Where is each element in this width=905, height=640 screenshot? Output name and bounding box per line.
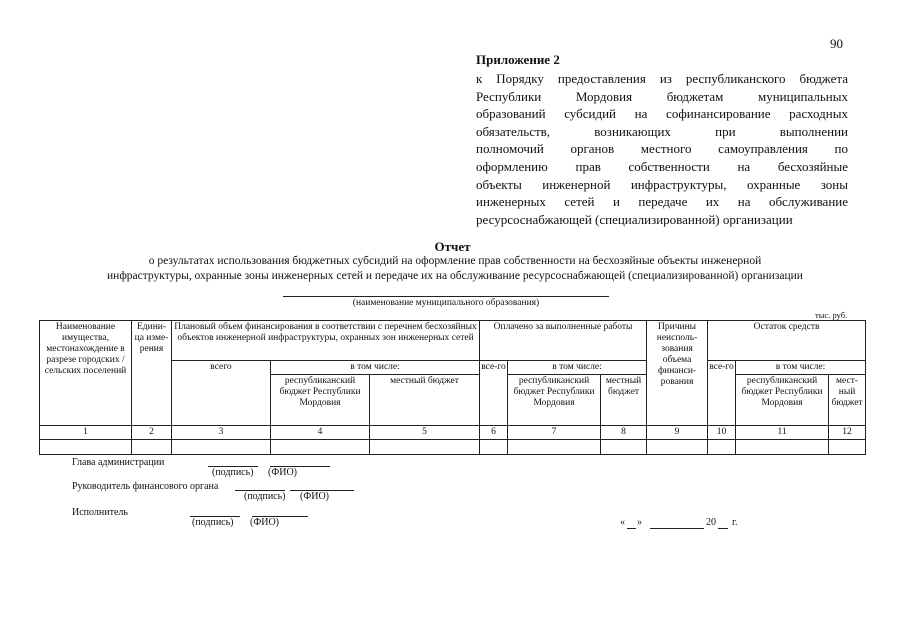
column-number: 5 — [370, 426, 480, 440]
head-label: Глава администрации — [72, 457, 165, 468]
appendix-line: объекты инженерной инфраструктуры, охранные зоны — [476, 176, 848, 192]
municipality-caption: (наименование муниципального образования) — [352, 298, 540, 308]
date-year-prefix: 20 — [706, 517, 716, 528]
column-number: 2 — [132, 426, 172, 440]
header-paid: Оплачено за выполненные работы — [480, 321, 647, 361]
table-cell[interactable] — [370, 440, 480, 455]
header-paid-local-budget: местный бюджет — [601, 375, 647, 426]
column-number: 12 — [829, 426, 866, 440]
units-label: тыс. руб. — [815, 310, 848, 320]
executor-sign-caption: (подпись) — [192, 517, 234, 528]
report-subtitle — [40, 254, 870, 284]
page-number: 90 — [830, 36, 843, 51]
column-number-row — [40, 426, 866, 440]
table-cell[interactable] — [708, 440, 736, 455]
column-number: 9 — [647, 426, 708, 440]
column-number: 10 — [708, 426, 736, 440]
header-planned-rep-budget: республиканский бюджет Республики Мордовия — [271, 375, 370, 426]
header-name: Наименование имущества, местонахождение в разрезе городских / сельских поселений — [40, 321, 132, 426]
appendix-line: к Порядку предоставления из республиканского бюджета — [476, 71, 848, 86]
date-open-quote: « — [620, 517, 625, 528]
column-number: 11 — [736, 426, 829, 440]
column-number: 8 — [601, 426, 647, 440]
appendix-text — [476, 70, 848, 228]
header-planned-total: всего — [172, 361, 271, 426]
finance-sign-caption: (подпись) — [244, 491, 286, 502]
table-cell[interactable] — [40, 440, 132, 455]
table-cell[interactable] — [172, 440, 271, 455]
table-cell[interactable] — [736, 440, 829, 455]
column-number: 7 — [508, 426, 601, 440]
table-cell[interactable] — [508, 440, 601, 455]
header-remainder: Остаток средств — [708, 321, 866, 361]
report-subtitle-line: о результатах использования бюджетных субсидий на оформление прав собственности на бесхозяйные объекты инженерной — [148, 255, 762, 267]
executor-label: Исполнитель — [72, 507, 128, 518]
header-planned: Плановый объем финансирования в соответствии с перечнем бесхозяйных объектов инженерной инфраструктуры, охранных зон инженерных сетей — [172, 321, 480, 361]
header-paid-rep-budget: республиканский бюджет Республики Мордовия — [508, 375, 601, 426]
table-cell[interactable] — [829, 440, 866, 455]
head-sign-caption: (подпись) — [212, 467, 254, 478]
header-remainder-total: все-го — [708, 361, 736, 426]
date-year-line[interactable] — [718, 528, 728, 529]
date-year-suffix: г. — [732, 517, 738, 528]
appendix-line: обязательств, возникающих при выполнении — [476, 123, 848, 139]
table-cell[interactable] — [601, 440, 647, 455]
date-field — [620, 517, 750, 531]
header-remainder-local-budget: мест-ный бюджет — [829, 375, 866, 426]
header-remainder-including: в том числе: — [736, 361, 866, 375]
appendix-line: оформлению прав собственности на бесхозяйные — [476, 158, 848, 174]
appendix-line: инженерных сетей и передаче их на обслуживание — [476, 194, 848, 210]
header-paid-including: в том числе: — [508, 361, 647, 375]
column-number: 4 — [271, 426, 370, 440]
appendix-title: Приложение 2 — [476, 52, 560, 67]
table-cell[interactable] — [271, 440, 370, 455]
column-number: 1 — [40, 426, 132, 440]
executor-fio-caption: (ФИО) — [250, 517, 280, 528]
header-planned-including: в том числе: — [271, 361, 480, 375]
header-paid-total: все-го — [480, 361, 508, 426]
table-cell[interactable] — [647, 440, 708, 455]
date-day-line[interactable] — [627, 528, 636, 529]
table-row — [40, 440, 866, 455]
table-cell[interactable] — [480, 440, 508, 455]
finance-fio-caption: (ФИО) — [300, 491, 330, 502]
appendix-line: образований субсидий на софинансирование расходных — [476, 106, 848, 122]
head-fio-caption: (ФИО) — [268, 467, 298, 478]
header-unit: Едини-ца изме-рения — [132, 321, 172, 426]
header-reasons: Причины неисполь-зования объема финанси-рования — [647, 321, 708, 426]
report-subtitle-line: инфраструктуры, охранные зоны инженерных сетей и передаче их на обслуживание ресурсоснабжающей (специализированной) организации — [107, 270, 803, 282]
finance-label: Руководитель финансового органа — [72, 481, 219, 492]
appendix-line: Республики Мордовия бюджетам муниципальных — [476, 88, 848, 104]
table-cell[interactable] — [132, 440, 172, 455]
report-table — [39, 320, 866, 455]
report-title: Отчет — [434, 239, 471, 254]
appendix-line: полномочий органов местного самоуправления по — [476, 141, 848, 157]
municipality-line — [283, 296, 609, 297]
header-planned-local-budget: местный бюджет — [370, 375, 480, 426]
appendix-line: ресурсоснабжающей (специализированной) организации — [476, 211, 793, 227]
column-number: 6 — [480, 426, 508, 440]
date-month-line[interactable] — [650, 528, 704, 529]
date-close-quote: » — [637, 517, 642, 528]
header-remainder-rep-budget: республиканский бюджет Республики Мордовия — [736, 375, 829, 426]
column-number: 3 — [172, 426, 271, 440]
